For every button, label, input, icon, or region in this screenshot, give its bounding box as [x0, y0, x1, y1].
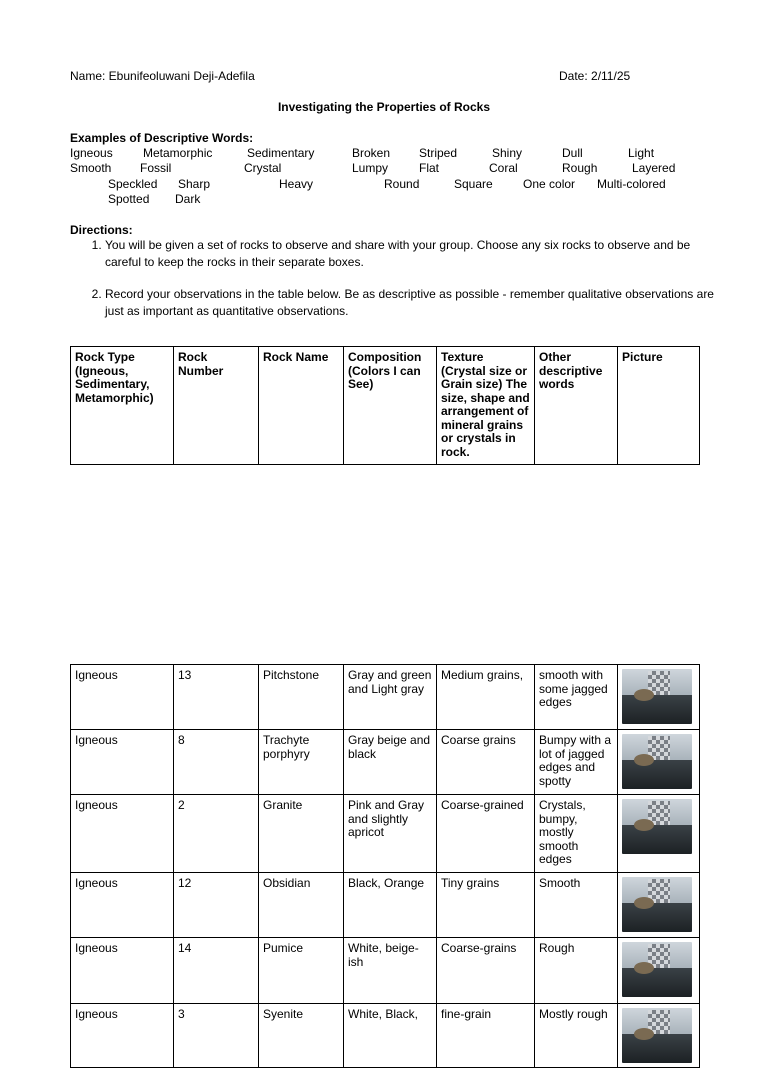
word: Fossil	[140, 161, 172, 175]
cell-rock-number: 8	[174, 730, 259, 795]
cell-picture	[618, 730, 700, 795]
word: Heavy	[279, 177, 314, 191]
word: Square	[454, 177, 493, 191]
cell-other-words: Bumpy with a lot of jagged edges and spotty	[535, 730, 618, 795]
cell-texture: Coarse-grained	[437, 795, 535, 873]
header-texture: Texture (Crystal size or Grain size) The size, shape and arrangement of mineral grains or crystals in rock.	[437, 347, 535, 465]
directions-heading: Directions:	[70, 223, 133, 237]
cell-other-words: Crystals, bumpy, mostly smooth edges	[535, 795, 618, 873]
cell-rock-name: Granite	[259, 795, 344, 873]
cell-rock-type: Igneous	[71, 1004, 174, 1068]
cell-rock-number: 14	[174, 938, 259, 1004]
direction-item: 1. You will be given a set of rocks to observe and share with your group. Choose any six rocks to observe and be careful to keep the rocks in their separate boxes.	[105, 237, 725, 270]
word: Layered	[632, 161, 676, 175]
cell-composition: Pink and Gray and slightly apricot	[344, 795, 437, 873]
cell-picture	[618, 665, 700, 730]
observation-header-table	[70, 346, 700, 465]
date-line: Date: 2/11/25	[559, 69, 631, 83]
word: Coral	[489, 161, 518, 175]
header-composition: Composition (Colors I can See)	[344, 347, 437, 465]
table-row	[71, 665, 700, 730]
cell-rock-type: Igneous	[71, 665, 174, 730]
table-row	[71, 730, 700, 795]
word: Crystal	[244, 161, 282, 175]
table-row	[71, 938, 700, 1004]
cell-composition: White, beige-ish	[344, 938, 437, 1004]
cell-texture: Coarse-grains	[437, 938, 535, 1004]
cell-rock-number: 2	[174, 795, 259, 873]
page-title: Investigating the Properties of Rocks	[277, 100, 491, 114]
word: Metamorphic	[143, 146, 213, 160]
word: Smooth	[70, 161, 112, 175]
cell-rock-type: Igneous	[71, 730, 174, 795]
word: Igneous	[70, 146, 113, 160]
word: Light	[628, 146, 655, 160]
cell-picture	[618, 795, 700, 873]
cell-texture: fine-grain	[437, 1004, 535, 1068]
word: Speckled	[108, 177, 158, 191]
cell-rock-type: Igneous	[71, 938, 174, 1004]
word: Striped	[419, 146, 458, 160]
cell-rock-number: 13	[174, 665, 259, 730]
directions-list	[70, 237, 725, 319]
word: Shiny	[492, 146, 523, 160]
observation-table	[70, 664, 700, 1068]
rock-photo-icon	[622, 942, 692, 997]
cell-picture	[618, 1004, 700, 1068]
cell-rock-number: 12	[174, 873, 259, 938]
name-line: Name: Ebunifeoluwani Deji-Adefila	[70, 69, 255, 83]
rock-photo-icon	[622, 799, 692, 854]
cell-composition: White, Black,	[344, 1004, 437, 1068]
word: Multi-colored	[597, 177, 666, 191]
cell-rock-name: Obsidian	[259, 873, 344, 938]
cell-rock-type: Igneous	[71, 795, 174, 873]
cell-composition: Gray and green and Light gray	[344, 665, 437, 730]
cell-rock-name: Trachyte porphyry	[259, 730, 344, 795]
header-picture: Picture	[618, 347, 700, 465]
table-row	[71, 1004, 700, 1068]
cell-other-words: Rough	[535, 938, 618, 1004]
word: Rough	[562, 161, 598, 175]
cell-other-words: Mostly rough	[535, 1004, 618, 1068]
header-row	[71, 347, 700, 465]
cell-composition: Black, Orange	[344, 873, 437, 938]
word: Dark	[175, 192, 201, 206]
cell-composition: Gray beige and black	[344, 730, 437, 795]
cell-texture: Coarse grains	[437, 730, 535, 795]
cell-rock-name: Pumice	[259, 938, 344, 1004]
word: Round	[384, 177, 420, 191]
cell-rock-number: 3	[174, 1004, 259, 1068]
cell-other-words: smooth with some jagged edges	[535, 665, 618, 730]
cell-rock-name: Pitchstone	[259, 665, 344, 730]
word: Broken	[352, 146, 391, 160]
word: Sedimentary	[247, 146, 315, 160]
rock-photo-icon	[622, 877, 692, 932]
word: Sharp	[178, 177, 211, 191]
header-rock-number: Rock Number	[174, 347, 259, 465]
cell-picture	[618, 938, 700, 1004]
table-row	[71, 873, 700, 938]
cell-texture: Medium grains,	[437, 665, 535, 730]
header-other-words: Other descriptive words	[535, 347, 618, 465]
descriptive-words-heading: Examples of Descriptive Words:	[70, 131, 254, 145]
rock-photo-icon	[622, 1008, 692, 1063]
rock-photo-icon	[622, 734, 692, 789]
word: Lumpy	[352, 161, 389, 175]
cell-rock-type: Igneous	[71, 873, 174, 938]
direction-item: 2. Record your observations in the table below. Be as descriptive as possible - remember qualitative observations are just as important as quantitative observations.	[105, 286, 725, 319]
header-rock-name: Rock Name	[259, 347, 344, 465]
rock-photo-icon	[622, 669, 692, 724]
word: Dull	[562, 146, 583, 160]
cell-texture: Tiny grains	[437, 873, 535, 938]
cell-other-words: Smooth	[535, 873, 618, 938]
word: One color	[523, 177, 576, 191]
header-rock-type: Rock Type (Igneous, Sedimentary, Metamorphic)	[71, 347, 174, 465]
table-row	[71, 795, 700, 873]
word: Flat	[419, 161, 440, 175]
cell-picture	[618, 873, 700, 938]
word: Spotted	[108, 192, 150, 206]
cell-rock-name: Syenite	[259, 1004, 344, 1068]
